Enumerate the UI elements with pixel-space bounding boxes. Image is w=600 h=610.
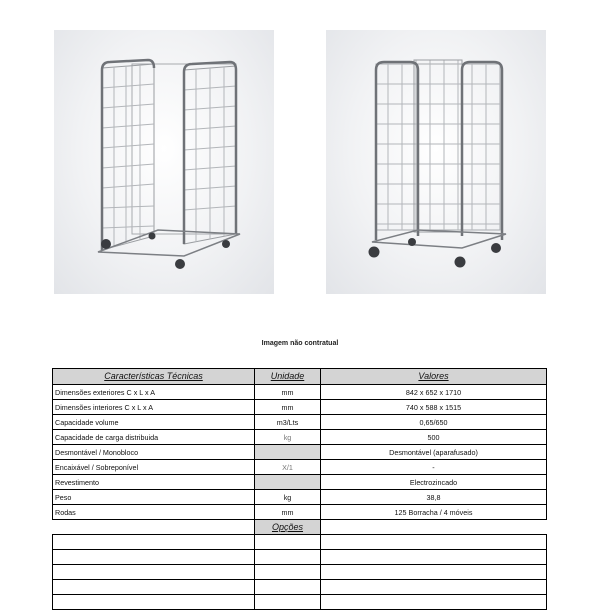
table-row — [53, 400, 547, 415]
row-value: 740 x 588 x 1515 — [321, 400, 547, 415]
options-header: Opções — [255, 520, 321, 535]
product-photo-front — [326, 30, 546, 294]
row-value: 0,65/650 — [321, 415, 547, 430]
table-row-empty — [53, 535, 547, 550]
empty-cell — [255, 550, 321, 565]
row-unit — [255, 475, 321, 490]
row-value: 500 — [321, 430, 547, 445]
header-characteristics: Características Técnicas — [53, 369, 255, 385]
empty-cell — [321, 550, 547, 565]
table-row-empty — [53, 580, 547, 595]
options-blank-left — [53, 520, 255, 535]
row-label: Desmontável / Monobloco — [53, 445, 255, 460]
row-label: Dimensões exteriores C x L x A — [53, 385, 255, 400]
empty-cell — [53, 580, 255, 595]
options-header-row — [53, 520, 547, 535]
row-value: 38,8 — [321, 490, 547, 505]
table-row — [53, 460, 547, 475]
table-header-row — [53, 369, 547, 385]
roll-container-illustration — [326, 30, 546, 294]
row-value: Electrozincado — [321, 475, 547, 490]
empty-cell — [53, 595, 255, 610]
empty-cell — [321, 535, 547, 550]
roll-container-illustration — [54, 30, 274, 294]
empty-cell — [255, 535, 321, 550]
options-blank-right — [321, 520, 547, 535]
header-unit: Unidade — [255, 369, 321, 385]
empty-cell — [321, 565, 547, 580]
empty-cell — [255, 565, 321, 580]
row-value: Desmontável (aparafusado) — [321, 445, 547, 460]
empty-cell — [53, 550, 255, 565]
row-unit: X/1 — [255, 460, 321, 475]
row-unit: mm — [255, 505, 321, 520]
table-row — [53, 415, 547, 430]
table-row — [53, 505, 547, 520]
row-label: Revestimento — [53, 475, 255, 490]
table-row — [53, 445, 547, 460]
table-row — [53, 475, 547, 490]
row-value: 125 Borracha / 4 móveis — [321, 505, 547, 520]
technical-specifications-table — [52, 368, 547, 610]
row-unit — [255, 445, 321, 460]
empty-cell — [53, 535, 255, 550]
table-row-empty — [53, 550, 547, 565]
empty-cell — [321, 595, 547, 610]
table-row-empty — [53, 595, 547, 610]
table-row-empty — [53, 565, 547, 580]
empty-cell — [255, 595, 321, 610]
table-row — [53, 430, 547, 445]
row-label: Dimensões interiores C x L x A — [53, 400, 255, 415]
row-label: Peso — [53, 490, 255, 505]
row-unit: m3/Lts — [255, 415, 321, 430]
row-label: Capacidade volume — [53, 415, 255, 430]
empty-cell — [255, 580, 321, 595]
image-disclaimer: Imagem não contratual — [261, 340, 339, 347]
row-label: Capacidade de carga distribuida — [53, 430, 255, 445]
row-value: - — [321, 460, 547, 475]
table-row — [53, 385, 547, 400]
empty-cell — [321, 580, 547, 595]
row-unit: mm — [255, 400, 321, 415]
row-value: 842 x 652 x 1710 — [321, 385, 547, 400]
row-unit: mm — [255, 385, 321, 400]
row-unit: kg — [255, 490, 321, 505]
row-label: Encaixável / Sobreponível — [53, 460, 255, 475]
header-values: Valores — [321, 369, 547, 385]
product-photo-angled — [54, 30, 274, 294]
row-unit: kg — [255, 430, 321, 445]
empty-cell — [53, 565, 255, 580]
row-label: Rodas — [53, 505, 255, 520]
table-row — [53, 490, 547, 505]
